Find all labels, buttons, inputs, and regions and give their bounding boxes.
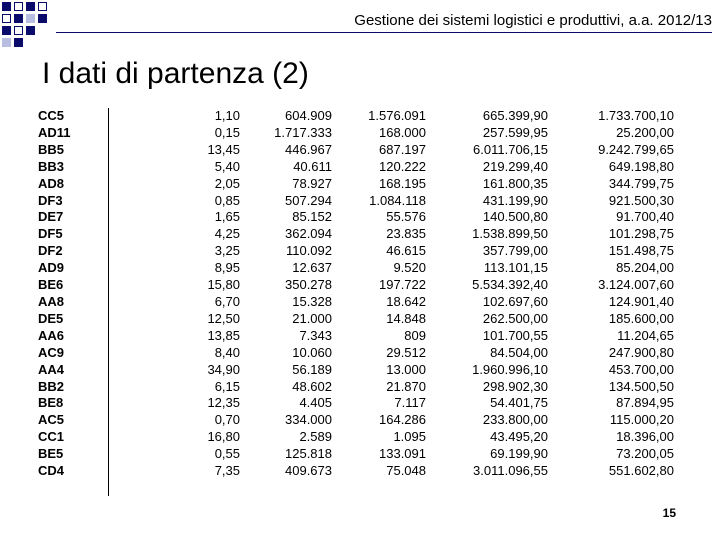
value-cell: 344.799,75 bbox=[608, 175, 674, 191]
table-row bbox=[38, 277, 674, 294]
table-row bbox=[38, 142, 674, 159]
value-cell: 113.101,15 bbox=[483, 260, 548, 276]
value-cell: 13,85 bbox=[207, 327, 240, 343]
table-row bbox=[38, 193, 674, 210]
value-cell: 0,15 bbox=[214, 124, 240, 140]
value-cell: 453.700,00 bbox=[608, 361, 674, 377]
item-code-cell: DF5 bbox=[38, 226, 63, 242]
item-code-cell: AC9 bbox=[38, 344, 65, 360]
value-cell: 809 bbox=[404, 327, 426, 343]
value-cell: 219.299,40 bbox=[482, 158, 548, 174]
value-cell: 7,35 bbox=[214, 463, 240, 479]
table-row bbox=[38, 243, 674, 260]
table-row bbox=[38, 345, 674, 362]
value-cell: 1.733.700,10 bbox=[598, 108, 674, 123]
item-code-cell: AD9 bbox=[38, 260, 65, 276]
value-cell: 85.152 bbox=[292, 209, 332, 225]
value-cell: 21.870 bbox=[386, 378, 426, 394]
item-code-cell: CC1 bbox=[38, 429, 65, 445]
value-cell: 9.520 bbox=[393, 260, 426, 276]
value-cell: 6.011.706,15 bbox=[473, 141, 548, 157]
value-cell: 8,40 bbox=[214, 344, 240, 360]
value-cell: 1.538.899,50 bbox=[472, 226, 548, 242]
item-code-cell: AA4 bbox=[38, 361, 65, 377]
value-cell: 55.576 bbox=[386, 209, 426, 225]
value-cell: 3,25 bbox=[214, 243, 240, 259]
item-code-cell: BE8 bbox=[38, 395, 64, 411]
item-code-cell: BE6 bbox=[38, 277, 64, 293]
table-row bbox=[38, 362, 674, 379]
table-row bbox=[38, 260, 674, 277]
value-cell: 1.084.118 bbox=[369, 192, 426, 208]
value-cell: 10.060 bbox=[292, 344, 332, 360]
value-cell: 262.500,00 bbox=[482, 310, 548, 326]
value-cell: 69.199,90 bbox=[490, 446, 548, 462]
value-cell: 362.094 bbox=[285, 226, 332, 242]
table-row bbox=[38, 463, 674, 480]
value-cell: 134.500,50 bbox=[608, 378, 674, 394]
value-cell: 0,70 bbox=[214, 412, 240, 428]
value-cell: 168.195 bbox=[379, 175, 426, 191]
decorative-square-pattern bbox=[0, 0, 60, 50]
value-cell: 409.673 bbox=[285, 463, 332, 479]
value-cell: 78.927 bbox=[292, 175, 332, 191]
value-cell: 46.615 bbox=[386, 243, 426, 259]
value-cell: 56.189 bbox=[292, 361, 332, 377]
slide-title: I dati di partenza (2) bbox=[42, 57, 309, 90]
item-code-cell: DE5 bbox=[38, 310, 64, 326]
table-row bbox=[38, 311, 674, 328]
value-cell: 125.818 bbox=[285, 446, 332, 462]
value-cell: 12.637 bbox=[292, 260, 332, 276]
value-cell: 13.000 bbox=[386, 361, 426, 377]
value-cell: 91.700,40 bbox=[616, 209, 674, 225]
table-row bbox=[38, 209, 674, 226]
value-cell: 18.642 bbox=[386, 293, 426, 309]
value-cell: 2.589 bbox=[299, 429, 332, 445]
item-code-cell: AA6 bbox=[38, 327, 65, 343]
value-cell: 15.328 bbox=[292, 293, 332, 309]
value-cell: 197.722 bbox=[379, 277, 426, 293]
table-row bbox=[38, 108, 674, 125]
value-cell: 649.198,80 bbox=[608, 158, 674, 174]
value-cell: 551.602,80 bbox=[608, 463, 674, 479]
item-code-cell: CD4 bbox=[38, 463, 65, 479]
value-cell: 43.495,20 bbox=[490, 429, 548, 445]
value-cell: 21.000 bbox=[292, 310, 332, 326]
value-cell: 133.091 bbox=[379, 446, 426, 462]
value-cell: 13,45 bbox=[207, 141, 240, 157]
table-row bbox=[38, 294, 674, 311]
value-cell: 9.242.799,65 bbox=[598, 141, 674, 157]
value-cell: 1.576.091 bbox=[368, 108, 426, 123]
value-cell: 25.200,00 bbox=[616, 124, 674, 140]
value-cell: 110.092 bbox=[285, 243, 332, 259]
data-table-container bbox=[38, 108, 688, 496]
item-code-cell: AD11 bbox=[38, 124, 71, 140]
value-cell: 151.498,75 bbox=[608, 243, 674, 259]
value-cell: 40.611 bbox=[293, 158, 332, 174]
item-code-cell: BE5 bbox=[38, 446, 64, 462]
value-cell: 161.800,35 bbox=[482, 175, 548, 191]
value-cell: 120.222 bbox=[379, 158, 426, 174]
item-code-cell: BB5 bbox=[38, 141, 65, 157]
value-cell: 921.500,30 bbox=[608, 192, 674, 208]
value-cell: 48.602 bbox=[292, 378, 332, 394]
value-cell: 11.204,65 bbox=[617, 327, 674, 343]
value-cell: 14.848 bbox=[386, 310, 426, 326]
value-cell: 2,05 bbox=[214, 175, 240, 191]
value-cell: 23.835 bbox=[386, 226, 426, 242]
data-table bbox=[38, 108, 674, 480]
value-cell: 446.967 bbox=[285, 141, 332, 157]
table-row bbox=[38, 159, 674, 176]
table-row bbox=[38, 412, 674, 429]
value-cell: 7.117 bbox=[394, 395, 426, 411]
value-cell: 73.200,05 bbox=[616, 446, 674, 462]
value-cell: 3.011.096,55 bbox=[473, 463, 548, 479]
value-cell: 54.401,75 bbox=[490, 395, 548, 411]
value-cell: 298.902,30 bbox=[482, 378, 548, 394]
value-cell: 0,85 bbox=[214, 192, 240, 208]
slide-header: Gestione dei sistemi logistici e produttivi, a.a. 2012/13 bbox=[354, 12, 712, 29]
value-cell: 164.286 bbox=[379, 412, 426, 428]
value-cell: 1,10 bbox=[214, 108, 240, 123]
value-cell: 3.124.007,60 bbox=[598, 277, 674, 293]
value-cell: 1.095 bbox=[393, 429, 426, 445]
value-cell: 247.900,80 bbox=[608, 344, 674, 360]
value-cell: 101.700,55 bbox=[482, 327, 548, 343]
value-cell: 115.000,20 bbox=[609, 412, 674, 428]
value-cell: 8,95 bbox=[214, 260, 240, 276]
value-cell: 12,35 bbox=[207, 395, 240, 411]
value-cell: 75.048 bbox=[386, 463, 426, 479]
item-code-cell: DF2 bbox=[38, 243, 63, 259]
value-cell: 140.500,80 bbox=[482, 209, 548, 225]
item-code-cell: DE7 bbox=[38, 209, 64, 225]
table-row bbox=[38, 125, 674, 142]
value-cell: 1.960.996,10 bbox=[472, 361, 548, 377]
header-divider bbox=[56, 32, 712, 33]
value-cell: 1,65 bbox=[214, 209, 240, 225]
value-cell: 102.697,60 bbox=[482, 293, 548, 309]
value-cell: 687.197 bbox=[379, 141, 426, 157]
value-cell: 334.000 bbox=[285, 412, 332, 428]
table-row bbox=[38, 379, 674, 396]
value-cell: 431.199,90 bbox=[482, 192, 548, 208]
item-code-cell: BB3 bbox=[38, 158, 65, 174]
page-number: 15 bbox=[662, 506, 676, 520]
value-cell: 85.204,00 bbox=[616, 260, 674, 276]
value-cell: 29.512 bbox=[386, 344, 426, 360]
value-cell: 665.399,90 bbox=[482, 108, 548, 123]
item-code-cell: DF3 bbox=[38, 192, 63, 208]
table-row bbox=[38, 429, 674, 446]
value-cell: 124.901,40 bbox=[608, 293, 674, 309]
value-cell: 87.894,95 bbox=[616, 395, 674, 411]
table-row bbox=[38, 176, 674, 193]
value-cell: 4.405 bbox=[299, 395, 332, 411]
value-cell: 604.909 bbox=[285, 108, 332, 123]
table-row bbox=[38, 226, 674, 243]
table-row bbox=[38, 395, 674, 412]
value-cell: 7.343 bbox=[299, 327, 332, 343]
value-cell: 1.717.333 bbox=[274, 124, 332, 140]
table-row bbox=[38, 328, 674, 345]
value-cell: 5.534.392,40 bbox=[472, 277, 548, 293]
value-cell: 84.504,00 bbox=[490, 344, 548, 360]
item-code-cell: CC5 bbox=[38, 108, 65, 123]
value-cell: 6,15 bbox=[214, 378, 240, 394]
value-cell: 34,90 bbox=[207, 361, 240, 377]
item-code-cell: AC5 bbox=[38, 412, 65, 428]
value-cell: 185.600,00 bbox=[608, 310, 674, 326]
item-code-cell: AA8 bbox=[38, 293, 65, 309]
value-cell: 507.294 bbox=[285, 192, 332, 208]
value-cell: 4,25 bbox=[214, 226, 240, 242]
value-cell: 18.396,00 bbox=[616, 429, 674, 445]
item-code-cell: AD8 bbox=[38, 175, 65, 191]
value-cell: 168.000 bbox=[379, 124, 426, 140]
value-cell: 257.599,95 bbox=[482, 124, 548, 140]
value-cell: 233.800,00 bbox=[482, 412, 548, 428]
value-cell: 101.298,75 bbox=[608, 226, 674, 242]
value-cell: 12,50 bbox=[207, 310, 240, 326]
value-cell: 6,70 bbox=[214, 293, 240, 309]
value-cell: 16,80 bbox=[207, 429, 240, 445]
item-code-cell: BB2 bbox=[38, 378, 65, 394]
table-row bbox=[38, 446, 674, 463]
value-cell: 350.278 bbox=[285, 277, 332, 293]
value-cell: 15,80 bbox=[207, 277, 240, 293]
value-cell: 357.799,00 bbox=[482, 243, 548, 259]
value-cell: 5,40 bbox=[214, 158, 240, 174]
value-cell: 0,55 bbox=[214, 446, 240, 462]
